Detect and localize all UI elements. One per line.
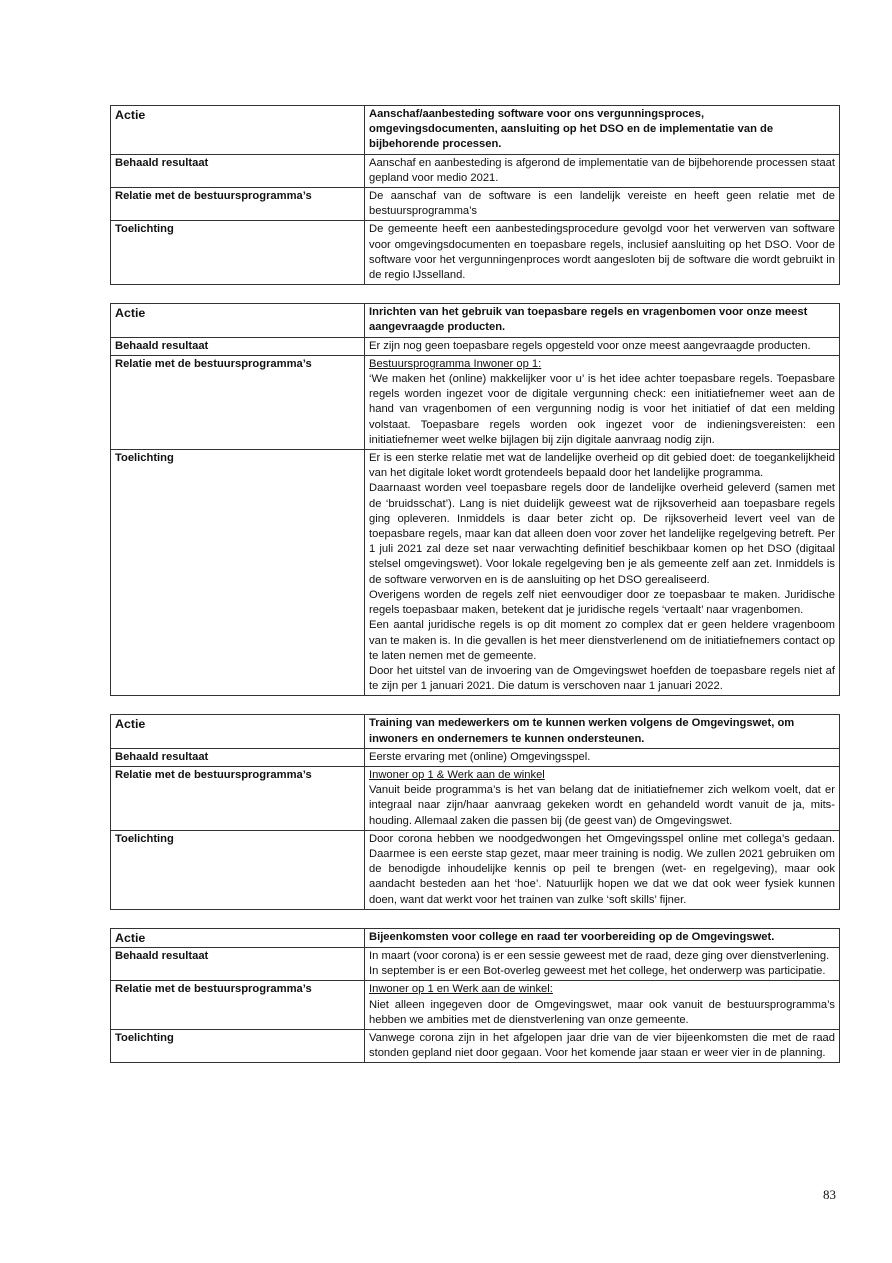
resultaat-text: [365, 337, 840, 355]
result-row: [111, 947, 840, 980]
actie-label: Actie: [111, 304, 365, 337]
actie-label: Actie: [111, 928, 365, 947]
relatie-label: Relatie met de bestuursprogramma’s: [111, 188, 365, 221]
resultaat-label: Behaald resultaat: [111, 748, 365, 766]
action-row: [111, 715, 840, 748]
explanation-row: [111, 450, 840, 696]
resultaat-paragraph: Er zijn nog geen toepasbare regels opgesteld voor onze meest aangevraagde producten.: [369, 339, 811, 352]
relation-row: [111, 188, 840, 221]
action-table-1: [110, 105, 840, 285]
actie-label: Actie: [111, 715, 365, 748]
action-table-4: [110, 928, 840, 1064]
action-table-3: [110, 714, 840, 909]
relatie-paragraph: De aanschaf van de software is een landelijk vereiste en heeft geen relatie met de bestuursprogramma’s: [369, 190, 835, 218]
explanation-row: [111, 830, 840, 909]
relatie-text: [365, 766, 840, 830]
actie-label: Actie: [111, 106, 365, 155]
relatie-heading: Bestuursprogramma Inwoner op 1:: [369, 357, 542, 370]
action-table-2: [110, 303, 840, 696]
relatie-text: [365, 981, 840, 1030]
toelichting-label: Toelichting: [111, 830, 365, 909]
relation-row: [111, 355, 840, 449]
resultaat-text: [365, 947, 840, 980]
toelichting-text: [365, 830, 840, 909]
resultaat-text: [365, 748, 840, 766]
actie-title: Bijeenkomsten voor college en raad ter voorbereiding op de Omgevingswet.: [365, 928, 840, 947]
resultaat-paragraph: In september is er een Bot-overleg geweest met het college, het onderwerp was participatie.: [369, 965, 826, 978]
action-row: [111, 928, 840, 947]
relatie-paragraph: Niet alleen ingegeven door de Omgevingswet, maar ook vanuit de bestuursprogramma’s hebben we ambities met de dienstverlening van onze gemeente.: [369, 998, 835, 1026]
resultaat-label: Behaald resultaat: [111, 947, 365, 980]
explanation-row: [111, 221, 840, 285]
relatie-paragraph: Vanuit beide programma’s is het van belang dat de initiatiefnemer zich welkom voelt, dat er integraal naar zijn/haar aanvraag gekeken wordt en gehandeld wordt vanuit de ja, mits-houding. Allemaal zaken die passen bij (de geest van) de Omgevingswet.: [369, 784, 835, 827]
toelichting-label: Toelichting: [111, 221, 365, 285]
toelichting-paragraph: Daarnaast worden veel toepasbare regels door de landelijke overheid geleverd (samen met de ‘bruidsschat’). Lang is niet duidelijk geweest wat de rijksoverheid aan toepasbare regels ging opleveren. Inmiddels is daar beter zicht op. De rijksoverheid levert veel van de toepasbare regels, maar kan dat alleen doen voor zover het landelijke regelgeving betreft. Per 1 juli 2021 zal deze set naar verwachting definitief beschikbaar komen op het DSO (digitaal stelsel omgevingswet). Voor lokale regelgeving ben je als gemeente zelf aan zet. Inmiddels is de software verworven en is de aansluiting op het DSO gerealiseerd.: [369, 482, 835, 586]
resultaat-paragraph: Aanschaf en aanbesteding is afgerond de implementatie van de bijbehorende processen staat gepland voor medio 2021.: [369, 156, 835, 184]
relation-row: [111, 766, 840, 830]
relation-row: [111, 981, 840, 1030]
resultaat-label: Behaald resultaat: [111, 154, 365, 187]
relatie-paragraph: ‘We maken het (online) makkelijker voor u’ is het idee achter toepasbare regels. Toepasbare regels worden ingezet voor de digitale vergunning check: een initiatiefnemer weet aan de hand van vragenbomen of een vergunning nodig is voor het initiatief of dat een melding volstaat. Toepasbare regels worden ook ingezet voor de indieningsvereisten: een initiatiefnemer weet welke bijlagen bij zijn digitale aanvraag nodig zijn.: [369, 373, 835, 446]
resultaat-paragraph: Eerste ervaring met (online) Omgevingsspel.: [369, 750, 591, 763]
actie-title: Aanschaf/aanbesteding software voor ons vergunningsproces, omgevingsdocumenten, aansluiting op het DSO en de implementatie van de bijbehorende processen.: [365, 106, 840, 155]
action-row: [111, 106, 840, 155]
relatie-text: [365, 355, 840, 449]
resultaat-label: Behaald resultaat: [111, 337, 365, 355]
toelichting-label: Toelichting: [111, 450, 365, 696]
toelichting-text: [365, 450, 840, 696]
relatie-heading: Inwoner op 1 & Werk aan de winkel: [369, 768, 545, 781]
explanation-row: [111, 1029, 840, 1062]
toelichting-label: Toelichting: [111, 1029, 365, 1062]
toelichting-paragraph: Door corona hebben we noodgedwongen het Omgevingsspel online met collega’s gedaan. Daarmee is een eerste stap gezet, maar meer training is nodig. We zullen 2021 gebruiken om de benodigde inhoudelijke kennis op peil te brengen (wet- en regelgeving), maar ook aandacht besteden aan het ‘hoe’. Natuurlijk hopen we dat we dat ook weer fysiek kunnen doen, want dat werkt voor het trainen van zulke ‘soft skills’ fijner.: [369, 832, 835, 906]
relatie-label: Relatie met de bestuursprogramma’s: [111, 355, 365, 449]
resultaat-paragraph: In maart (voor corona) is er een sessie geweest met de raad, deze ging over dienstverlening.: [369, 949, 830, 962]
result-row: [111, 748, 840, 766]
actie-title: Inrichten van het gebruik van toepasbare regels en vragenbomen voor onze meest aangevraagde producten.: [365, 304, 840, 337]
result-row: [111, 337, 840, 355]
relatie-heading: Inwoner op 1 en Werk aan de winkel:: [369, 983, 553, 996]
result-row: [111, 154, 840, 187]
toelichting-text: [365, 221, 840, 285]
resultaat-text: [365, 154, 840, 187]
actie-title: Training van medewerkers om te kunnen werken volgens de Omgevingswet, om inwoners en ondernemers te kunnen ondersteunen.: [365, 715, 840, 748]
toelichting-paragraph: De gemeente heeft een aanbestedingsprocedure gevolgd voor het verwerven van software voor omgevingsdocumenten en toepasbare regels, inclusief aansluiting op het DSO. Voor de software voor het vergunningenproces wordt aangesloten bij de software die wordt gebruikt in de regio IJsselland.: [369, 223, 835, 282]
toelichting-paragraph: Overigens worden de regels zelf niet eenvoudiger door ze toepasbaar te maken. Juridische regels toepasbaar maken, betekent dat je juridische regels ‘vertaalt’ naar vragenbomen.: [369, 588, 835, 617]
relatie-label: Relatie met de bestuursprogramma’s: [111, 766, 365, 830]
page-number: 83: [823, 1187, 836, 1202]
toelichting-paragraph: Een aantal juridische regels is op dit moment zo complex dat er geen heldere vragenboom van te maken is. In die gevallen is het meer dienstverlenend om de initiatiefnemers contact op te laten nemen met de gemeente.: [369, 619, 835, 662]
relatie-label: Relatie met de bestuursprogramma’s: [111, 981, 365, 1030]
action-row: [111, 304, 840, 337]
toelichting-paragraph: Door het uitstel van de invoering van de Omgevingswet hoefden de toepasbare regels niet af te zijn per 1 januari 2021. Die datum is verschoven naar 1 januari 2022.: [369, 664, 835, 693]
toelichting-paragraph: Er is een sterke relatie met wat de landelijke overheid op dit gebied doet: de toegankelijkheid van het digitale loket wordt grotendeels bepaald door het landelijke programma.: [369, 452, 835, 480]
toelichting-paragraph: Vanwege corona zijn in het afgelopen jaar drie van de vier bijeenkomsten die met de raad stonden gepland niet door gegaan. Voor het komende jaar staan er weer vier in de planning.: [369, 1031, 835, 1060]
toelichting-text: [365, 1029, 840, 1062]
relatie-text: [365, 188, 840, 221]
document-page: [110, 105, 840, 1081]
